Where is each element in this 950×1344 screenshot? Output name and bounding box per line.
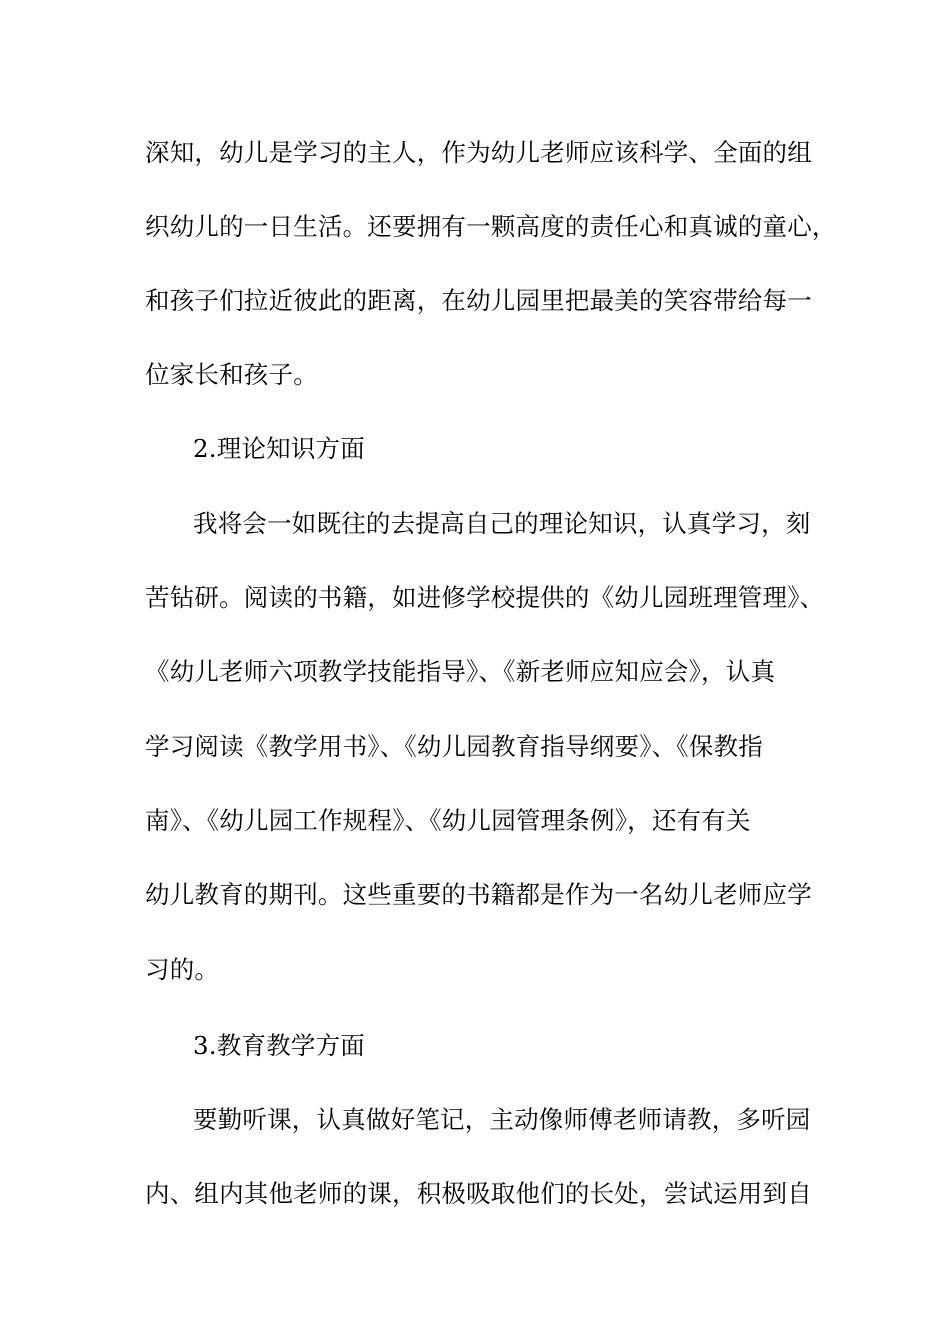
paragraph-line: 南》、《幼儿园工作规程》、《幼儿园管理条例》，还有有关 [145, 806, 751, 835]
paragraph-line: 我将会一如既往的去提高自己的理论知识，认真学习，刻 [193, 509, 811, 538]
paragraph-line: 织幼儿的一日生活。还要拥有一颗高度的责任心和真诚的童心， [145, 212, 837, 241]
paragraph-line: 苦钻研。阅读的书籍，如进修学校提供的《幼儿园班理管理》、 [145, 583, 825, 612]
paragraph-line: 学习阅读《教学用书》、《幼儿园教育指导纲要》、《保教指 [145, 732, 763, 761]
section-heading: 3.教育教学方面 [193, 1031, 365, 1060]
section-heading: 2.理论知识方面 [193, 434, 365, 463]
paragraph-line: 幼儿教育的期刊。这些重要的书籍都是作为一名幼儿老师应学 [145, 880, 812, 909]
paragraph-line: 要勤听课，认真做好笔记，主动像师傅老师请教，多听园 [193, 1105, 811, 1134]
paragraph-line: 位家长和孩子。 [145, 360, 318, 389]
paragraph-line: 深知，幼儿是学习的主人，作为幼儿老师应该科学、全面的组 [145, 138, 812, 167]
paragraph-line: 内、组内其他老师的课，积极吸取他们的长处，尝试运用到自 [145, 1179, 812, 1208]
paragraph-line: 和孩子们拉近彼此的距离，在幼儿园里把最美的笑容带给每一 [145, 286, 812, 315]
paragraph-line: 习的。 [145, 955, 220, 984]
paragraph-line: 《幼儿老师六项教学技能指导》、《新老师应知应会》，认真 [145, 657, 776, 686]
